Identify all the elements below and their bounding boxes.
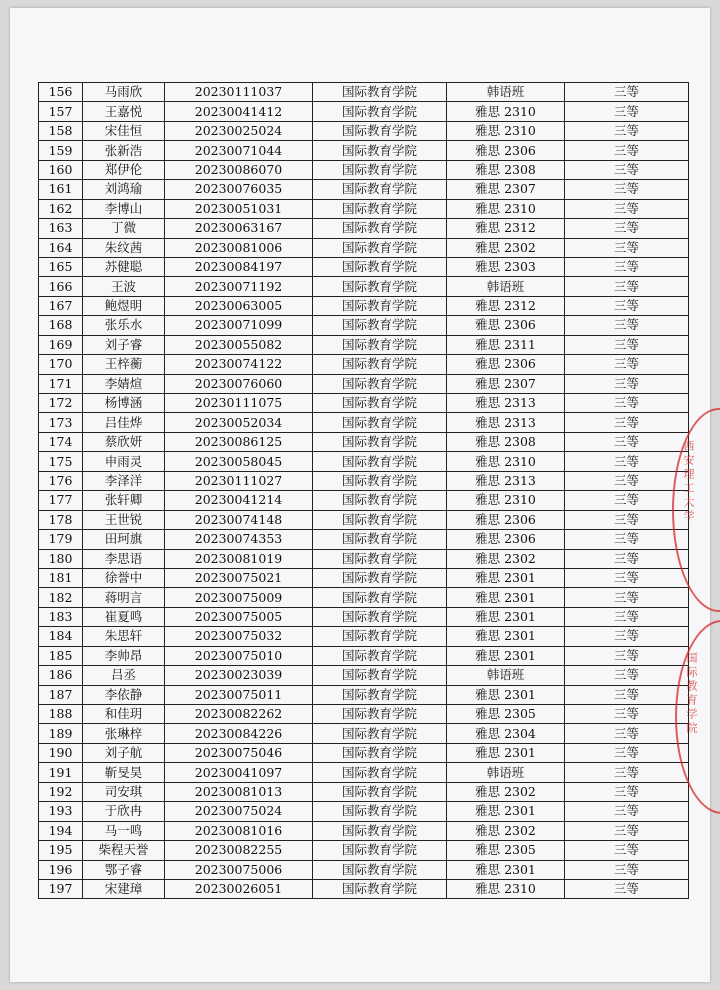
serial-number-cell: 177: [39, 491, 83, 510]
table-row: [39, 685, 689, 704]
serial-number-cell: 190: [39, 743, 83, 762]
college-cell: 国际教育学院: [313, 180, 447, 199]
table-row: [39, 257, 689, 276]
student-id-cell: 20230075005: [165, 607, 313, 626]
college-cell: 国际教育学院: [313, 724, 447, 743]
table-row: [39, 860, 689, 879]
student-name-cell: 王嘉悦: [83, 102, 165, 121]
serial-number-cell: 195: [39, 841, 83, 860]
table-row: [39, 83, 689, 102]
award-roster-table: [38, 82, 689, 899]
serial-number-cell: 197: [39, 879, 83, 898]
class-cell: 雅思 2312: [447, 219, 565, 238]
student-name-cell: 刘鸿瑜: [83, 180, 165, 199]
college-cell: 国际教育学院: [313, 763, 447, 782]
college-cell: 国际教育学院: [313, 491, 447, 510]
serial-number-cell: 170: [39, 355, 83, 374]
table-row: [39, 316, 689, 335]
table-row: [39, 394, 689, 413]
award-level-cell: 三等: [565, 685, 689, 704]
class-cell: 雅思 2306: [447, 530, 565, 549]
table-row: [39, 627, 689, 646]
serial-number-cell: 184: [39, 627, 83, 646]
document-page: [10, 8, 710, 982]
class-cell: 韩语班: [447, 83, 565, 102]
table-row: [39, 141, 689, 160]
student-name-cell: 李婧煊: [83, 374, 165, 393]
class-cell: 雅思 2310: [447, 452, 565, 471]
student-id-cell: 20230023039: [165, 666, 313, 685]
award-level-cell: 三等: [565, 83, 689, 102]
table-row: [39, 238, 689, 257]
serial-number-cell: 186: [39, 666, 83, 685]
serial-number-cell: 158: [39, 121, 83, 140]
class-cell: 韩语班: [447, 666, 565, 685]
class-cell: 雅思 2313: [447, 471, 565, 490]
college-cell: 国际教育学院: [313, 102, 447, 121]
class-cell: 雅思 2301: [447, 860, 565, 879]
student-name-cell: 宋建璋: [83, 879, 165, 898]
student-id-cell: 20230075021: [165, 568, 313, 587]
student-name-cell: 李思语: [83, 549, 165, 568]
college-cell: 国际教育学院: [313, 199, 447, 218]
seal-text: 国际教育学院: [685, 652, 698, 736]
student-name-cell: 崔夏鸣: [83, 607, 165, 626]
award-level-cell: 三等: [565, 199, 689, 218]
class-cell: 雅思 2304: [447, 724, 565, 743]
table-row: [39, 355, 689, 374]
award-level-cell: 三等: [565, 607, 689, 626]
serial-number-cell: 180: [39, 549, 83, 568]
college-cell: 国际教育学院: [313, 685, 447, 704]
seal-text: 西安理工大学: [682, 440, 695, 524]
table-row: [39, 724, 689, 743]
student-id-cell: 20230041412: [165, 102, 313, 121]
table-row: [39, 199, 689, 218]
class-cell: 雅思 2306: [447, 510, 565, 529]
class-cell: 雅思 2301: [447, 607, 565, 626]
class-cell: 雅思 2301: [447, 568, 565, 587]
class-cell: 雅思 2307: [447, 374, 565, 393]
college-cell: 国际教育学院: [313, 666, 447, 685]
student-name-cell: 朱纹茜: [83, 238, 165, 257]
college-cell: 国际教育学院: [313, 452, 447, 471]
class-cell: 雅思 2310: [447, 121, 565, 140]
student-id-cell: 20230076035: [165, 180, 313, 199]
award-level-cell: 三等: [565, 432, 689, 451]
student-name-cell: 宋佳恒: [83, 121, 165, 140]
class-cell: 雅思 2301: [447, 646, 565, 665]
award-level-cell: 三等: [565, 102, 689, 121]
student-name-cell: 柴程天誉: [83, 841, 165, 860]
award-level-cell: 三等: [565, 549, 689, 568]
student-id-cell: 20230075024: [165, 802, 313, 821]
award-level-cell: 三等: [565, 802, 689, 821]
student-id-cell: 20230111027: [165, 471, 313, 490]
serial-number-cell: 169: [39, 335, 83, 354]
table-row: [39, 491, 689, 510]
serial-number-cell: 178: [39, 510, 83, 529]
college-cell: 国际教育学院: [313, 374, 447, 393]
class-cell: 雅思 2302: [447, 549, 565, 568]
student-id-cell: 20230075011: [165, 685, 313, 704]
class-cell: 雅思 2306: [447, 316, 565, 335]
college-cell: 国际教育学院: [313, 121, 447, 140]
college-cell: 国际教育学院: [313, 335, 447, 354]
class-cell: 雅思 2302: [447, 238, 565, 257]
student-id-cell: 20230075046: [165, 743, 313, 762]
college-cell: 国际教育学院: [313, 160, 447, 179]
class-cell: 雅思 2303: [447, 257, 565, 276]
serial-number-cell: 173: [39, 413, 83, 432]
award-level-cell: 三等: [565, 588, 689, 607]
class-cell: 雅思 2302: [447, 821, 565, 840]
serial-number-cell: 171: [39, 374, 83, 393]
serial-number-cell: 163: [39, 219, 83, 238]
table-row: [39, 549, 689, 568]
class-cell: 雅思 2301: [447, 802, 565, 821]
student-name-cell: 杨博涵: [83, 394, 165, 413]
serial-number-cell: 156: [39, 83, 83, 102]
award-level-cell: 三等: [565, 355, 689, 374]
award-level-cell: 三等: [565, 316, 689, 335]
award-level-cell: 三等: [565, 257, 689, 276]
student-id-cell: 20230084197: [165, 257, 313, 276]
class-cell: 雅思 2307: [447, 180, 565, 199]
student-name-cell: 申雨灵: [83, 452, 165, 471]
student-id-cell: 20230071192: [165, 277, 313, 296]
student-name-cell: 苏健聪: [83, 257, 165, 276]
college-cell: 国际教育学院: [313, 607, 447, 626]
student-name-cell: 和佳玥: [83, 705, 165, 724]
serial-number-cell: 161: [39, 180, 83, 199]
college-cell: 国际教育学院: [313, 413, 447, 432]
class-cell: 雅思 2313: [447, 394, 565, 413]
serial-number-cell: 179: [39, 530, 83, 549]
award-level-cell: 三等: [565, 180, 689, 199]
table-row: [39, 705, 689, 724]
student-name-cell: 张乐水: [83, 316, 165, 335]
student-name-cell: 李博山: [83, 199, 165, 218]
class-cell: 雅思 2301: [447, 743, 565, 762]
college-cell: 国际教育学院: [313, 860, 447, 879]
serial-number-cell: 191: [39, 763, 83, 782]
class-cell: 雅思 2305: [447, 705, 565, 724]
student-id-cell: 20230111075: [165, 394, 313, 413]
serial-number-cell: 192: [39, 782, 83, 801]
award-level-cell: 三等: [565, 335, 689, 354]
serial-number-cell: 165: [39, 257, 83, 276]
serial-number-cell: 176: [39, 471, 83, 490]
table-row: [39, 763, 689, 782]
student-id-cell: 20230026051: [165, 879, 313, 898]
serial-number-cell: 159: [39, 141, 83, 160]
college-cell: 国际教育学院: [313, 257, 447, 276]
table-row: [39, 160, 689, 179]
student-name-cell: 吕丞: [83, 666, 165, 685]
table-row: [39, 782, 689, 801]
serial-number-cell: 181: [39, 568, 83, 587]
serial-number-cell: 157: [39, 102, 83, 121]
award-level-cell: 三等: [565, 374, 689, 393]
college-cell: 国际教育学院: [313, 471, 447, 490]
award-level-cell: 三等: [565, 743, 689, 762]
student-name-cell: 吕佳烨: [83, 413, 165, 432]
serial-number-cell: 168: [39, 316, 83, 335]
table-row: [39, 471, 689, 490]
serial-number-cell: 160: [39, 160, 83, 179]
college-cell: 国际教育学院: [313, 530, 447, 549]
student-name-cell: 靳旻昊: [83, 763, 165, 782]
student-id-cell: 20230081006: [165, 238, 313, 257]
student-id-cell: 20230074148: [165, 510, 313, 529]
student-id-cell: 20230082262: [165, 705, 313, 724]
student-id-cell: 20230063167: [165, 219, 313, 238]
award-level-cell: 三等: [565, 627, 689, 646]
class-cell: 雅思 2306: [447, 141, 565, 160]
table-row: [39, 296, 689, 315]
class-cell: 雅思 2302: [447, 782, 565, 801]
table-row: [39, 219, 689, 238]
award-level-cell: 三等: [565, 860, 689, 879]
student-id-cell: 20230084226: [165, 724, 313, 743]
student-id-cell: 20230052034: [165, 413, 313, 432]
class-cell: 雅思 2305: [447, 841, 565, 860]
table-row: [39, 821, 689, 840]
student-name-cell: 朱思轩: [83, 627, 165, 646]
college-cell: 国际教育学院: [313, 432, 447, 451]
table-row: [39, 841, 689, 860]
award-level-cell: 三等: [565, 763, 689, 782]
table-row: [39, 335, 689, 354]
student-id-cell: 20230058045: [165, 452, 313, 471]
award-level-cell: 三等: [565, 530, 689, 549]
serial-number-cell: 189: [39, 724, 83, 743]
award-level-cell: 三等: [565, 296, 689, 315]
table-row: [39, 102, 689, 121]
student-id-cell: 20230076060: [165, 374, 313, 393]
student-name-cell: 蒋明言: [83, 588, 165, 607]
student-id-cell: 20230075010: [165, 646, 313, 665]
student-id-cell: 20230074122: [165, 355, 313, 374]
table-row: [39, 121, 689, 140]
serial-number-cell: 193: [39, 802, 83, 821]
award-level-cell: 三等: [565, 724, 689, 743]
college-cell: 国际教育学院: [313, 83, 447, 102]
student-id-cell: 20230086125: [165, 432, 313, 451]
student-id-cell: 20230081013: [165, 782, 313, 801]
student-id-cell: 20230111037: [165, 83, 313, 102]
student-name-cell: 丁微: [83, 219, 165, 238]
table-row: [39, 277, 689, 296]
college-cell: 国际教育学院: [313, 316, 447, 335]
table-row: [39, 452, 689, 471]
serial-number-cell: 182: [39, 588, 83, 607]
class-cell: 韩语班: [447, 277, 565, 296]
class-cell: 雅思 2310: [447, 102, 565, 121]
class-cell: 雅思 2313: [447, 413, 565, 432]
college-cell: 国际教育学院: [313, 568, 447, 587]
college-cell: 国际教育学院: [313, 743, 447, 762]
serial-number-cell: 185: [39, 646, 83, 665]
student-name-cell: 张轩卿: [83, 491, 165, 510]
serial-number-cell: 188: [39, 705, 83, 724]
college-cell: 国际教育学院: [313, 355, 447, 374]
class-cell: 雅思 2301: [447, 588, 565, 607]
award-level-cell: 三等: [565, 471, 689, 490]
student-name-cell: 李泽洋: [83, 471, 165, 490]
class-cell: 雅思 2301: [447, 685, 565, 704]
student-id-cell: 20230082255: [165, 841, 313, 860]
college-cell: 国际教育学院: [313, 802, 447, 821]
table-row: [39, 607, 689, 626]
serial-number-cell: 167: [39, 296, 83, 315]
student-name-cell: 张琳梓: [83, 724, 165, 743]
table-row: [39, 432, 689, 451]
student-name-cell: 王波: [83, 277, 165, 296]
college-cell: 国际教育学院: [313, 219, 447, 238]
student-id-cell: 20230081019: [165, 549, 313, 568]
table-row: [39, 588, 689, 607]
student-name-cell: 李依静: [83, 685, 165, 704]
college-cell: 国际教育学院: [313, 549, 447, 568]
student-name-cell: 蔡欣妍: [83, 432, 165, 451]
class-cell: 雅思 2308: [447, 160, 565, 179]
student-id-cell: 20230041097: [165, 763, 313, 782]
student-name-cell: 马雨欣: [83, 83, 165, 102]
award-level-cell: 三等: [565, 277, 689, 296]
student-id-cell: 20230086070: [165, 160, 313, 179]
class-cell: 雅思 2310: [447, 199, 565, 218]
table-row: [39, 413, 689, 432]
college-cell: 国际教育学院: [313, 588, 447, 607]
student-id-cell: 20230075009: [165, 588, 313, 607]
serial-number-cell: 194: [39, 821, 83, 840]
student-id-cell: 20230071099: [165, 316, 313, 335]
award-level-cell: 三等: [565, 413, 689, 432]
award-level-cell: 三等: [565, 121, 689, 140]
award-level-cell: 三等: [565, 782, 689, 801]
award-level-cell: 三等: [565, 219, 689, 238]
class-cell: 雅思 2312: [447, 296, 565, 315]
serial-number-cell: 172: [39, 394, 83, 413]
class-cell: 雅思 2310: [447, 879, 565, 898]
college-cell: 国际教育学院: [313, 841, 447, 860]
college-cell: 国际教育学院: [313, 782, 447, 801]
award-level-cell: 三等: [565, 141, 689, 160]
college-cell: 国际教育学院: [313, 296, 447, 315]
award-level-cell: 三等: [565, 568, 689, 587]
table-row: [39, 646, 689, 665]
table-row: [39, 802, 689, 821]
student-name-cell: 刘子睿: [83, 335, 165, 354]
student-name-cell: 徐誉中: [83, 568, 165, 587]
award-level-cell: 三等: [565, 879, 689, 898]
student-id-cell: 20230075032: [165, 627, 313, 646]
class-cell: 雅思 2301: [447, 627, 565, 646]
table-row: [39, 568, 689, 587]
college-cell: 国际教育学院: [313, 141, 447, 160]
table-row: [39, 180, 689, 199]
college-cell: 国际教育学院: [313, 705, 447, 724]
class-cell: 韩语班: [447, 763, 565, 782]
award-level-cell: 三等: [565, 821, 689, 840]
award-level-cell: 三等: [565, 510, 689, 529]
serial-number-cell: 196: [39, 860, 83, 879]
student-name-cell: 刘子航: [83, 743, 165, 762]
student-id-cell: 20230051031: [165, 199, 313, 218]
serial-number-cell: 174: [39, 432, 83, 451]
table-row: [39, 666, 689, 685]
college-cell: 国际教育学院: [313, 627, 447, 646]
college-cell: 国际教育学院: [313, 277, 447, 296]
table-row: [39, 510, 689, 529]
award-level-cell: 三等: [565, 394, 689, 413]
award-level-cell: 三等: [565, 238, 689, 257]
college-cell: 国际教育学院: [313, 510, 447, 529]
student-id-cell: 20230041214: [165, 491, 313, 510]
student-name-cell: 鄂子睿: [83, 860, 165, 879]
student-name-cell: 王梓蘅: [83, 355, 165, 374]
student-name-cell: 马一鸣: [83, 821, 165, 840]
student-id-cell: 20230074353: [165, 530, 313, 549]
class-cell: 雅思 2308: [447, 432, 565, 451]
college-cell: 国际教育学院: [313, 238, 447, 257]
student-name-cell: 李帅昂: [83, 646, 165, 665]
student-name-cell: 张新浩: [83, 141, 165, 160]
award-level-cell: 三等: [565, 160, 689, 179]
serial-number-cell: 166: [39, 277, 83, 296]
class-cell: 雅思 2311: [447, 335, 565, 354]
award-level-cell: 三等: [565, 666, 689, 685]
award-level-cell: 三等: [565, 841, 689, 860]
serial-number-cell: 175: [39, 452, 83, 471]
table-row: [39, 743, 689, 762]
college-cell: 国际教育学院: [313, 821, 447, 840]
student-id-cell: 20230081016: [165, 821, 313, 840]
class-cell: 雅思 2310: [447, 491, 565, 510]
class-cell: 雅思 2306: [447, 355, 565, 374]
student-id-cell: 20230025024: [165, 121, 313, 140]
award-level-cell: 三等: [565, 491, 689, 510]
table-row: [39, 879, 689, 898]
student-id-cell: 20230063005: [165, 296, 313, 315]
award-level-cell: 三等: [565, 705, 689, 724]
college-cell: 国际教育学院: [313, 879, 447, 898]
student-name-cell: 鲍煜明: [83, 296, 165, 315]
student-id-cell: 20230071044: [165, 141, 313, 160]
student-name-cell: 田珂旗: [83, 530, 165, 549]
student-id-cell: 20230055082: [165, 335, 313, 354]
roster-body: [39, 83, 689, 899]
student-name-cell: 郑伊伦: [83, 160, 165, 179]
student-id-cell: 20230075006: [165, 860, 313, 879]
award-level-cell: 三等: [565, 452, 689, 471]
table-row: [39, 374, 689, 393]
serial-number-cell: 187: [39, 685, 83, 704]
student-name-cell: 于欣冉: [83, 802, 165, 821]
college-cell: 国际教育学院: [313, 646, 447, 665]
serial-number-cell: 162: [39, 199, 83, 218]
college-cell: 国际教育学院: [313, 394, 447, 413]
student-name-cell: 王世锐: [83, 510, 165, 529]
student-name-cell: 司安琪: [83, 782, 165, 801]
serial-number-cell: 164: [39, 238, 83, 257]
serial-number-cell: 183: [39, 607, 83, 626]
table-row: [39, 530, 689, 549]
award-level-cell: 三等: [565, 646, 689, 665]
